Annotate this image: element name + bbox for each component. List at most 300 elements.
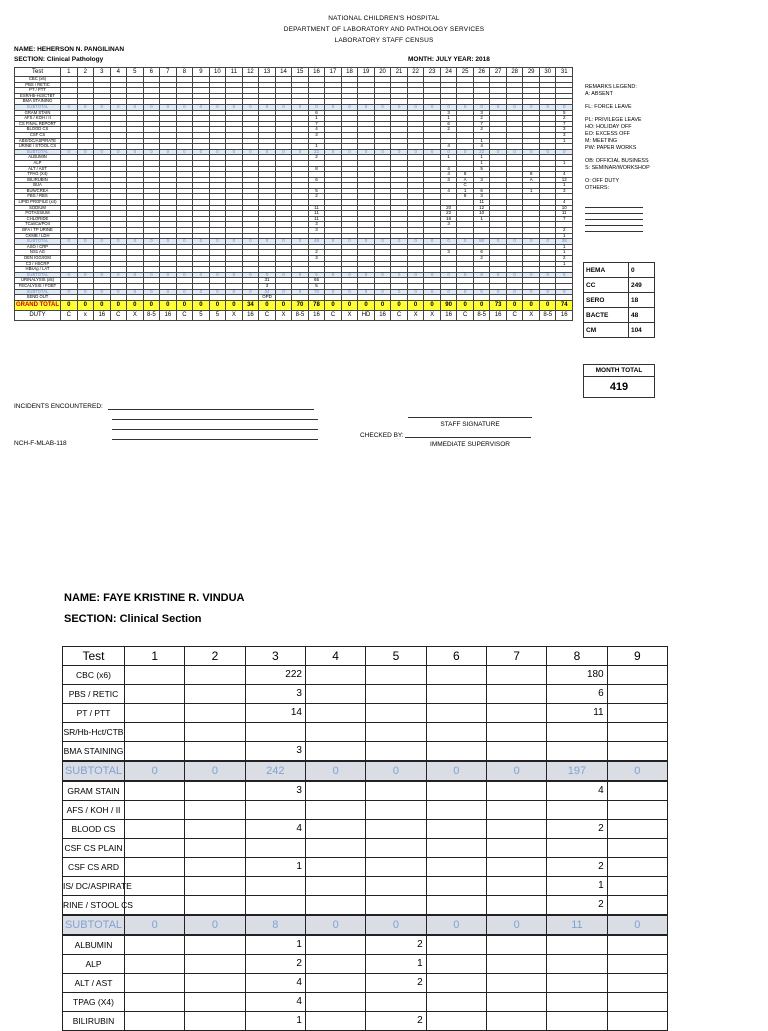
row-label: BUN/CREA [15, 188, 61, 194]
table-cell [305, 993, 365, 1012]
table-cell [185, 935, 245, 955]
table-cell: 0 [209, 149, 226, 155]
table-row [63, 723, 668, 742]
table-cell: 2 [308, 194, 325, 200]
table-cell: 0 [209, 239, 226, 245]
column-header-day: 10 [209, 68, 226, 77]
table-cell: 0 [391, 239, 408, 245]
table-cell: 0 [358, 300, 375, 310]
table-cell [426, 955, 486, 974]
table-cell: 0 [407, 149, 424, 155]
row-label: LIPID PROFILE (x4) [15, 200, 61, 206]
legend-item: FL: FORCE LEAVE [585, 104, 632, 110]
column-header-day: 8 [176, 68, 193, 77]
row-label: ALBUMIN [15, 155, 61, 161]
table-cell: 0 [325, 272, 342, 278]
column-header-day: 19 [358, 68, 375, 77]
column-header-day: 15 [292, 68, 309, 77]
table-cell: 0 [292, 289, 309, 295]
table-cell [547, 955, 607, 974]
table-cell [125, 974, 185, 993]
table-cell: x [77, 310, 94, 320]
table-cell: 3 [440, 110, 457, 116]
table-cell [125, 896, 185, 916]
table-cell [607, 820, 667, 839]
row-label: ALT / AST [63, 974, 125, 993]
table-cell [366, 704, 426, 723]
column-header-day: 6 [143, 68, 160, 77]
column-header-day: 23 [424, 68, 441, 77]
table-cell: 0 [424, 239, 441, 245]
second-staff-section: SECTION: Clinical Section [64, 613, 202, 625]
table-row [63, 820, 668, 839]
table-cell: 242 [245, 761, 305, 781]
table-cell [547, 839, 607, 858]
duty-row [15, 310, 573, 320]
table-cell [426, 1012, 486, 1031]
table-cell [125, 781, 185, 801]
table-cell: 0 [160, 104, 177, 110]
table-cell: 0 [325, 289, 342, 295]
table-cell: 0 [325, 239, 342, 245]
row-label: BUA [15, 183, 61, 189]
table-cell: 0 [325, 104, 342, 110]
table-cell: 1 [556, 183, 573, 189]
table-cell: 70 [308, 289, 325, 295]
table-cell: 0 [160, 289, 177, 295]
table-cell [607, 801, 667, 820]
table-cell: 0 [490, 289, 507, 295]
row-label: CS FINAL REPORT [15, 121, 61, 127]
row-label: BMA STAINING [15, 99, 61, 105]
table-cell: 0 [556, 149, 573, 155]
table-cell [486, 704, 546, 723]
row-label: PBS / RETIC [63, 685, 125, 704]
table-cell: 0 [358, 289, 375, 295]
row-label: SEND OUT [15, 295, 61, 301]
table-cell: 0 [94, 300, 111, 310]
table-cell: 0 [110, 149, 127, 155]
sub-row [63, 761, 668, 781]
table-cell: 0 [94, 289, 111, 295]
table-cell: 0 [490, 104, 507, 110]
table-cell: 3 [308, 132, 325, 138]
column-header-day: 7 [486, 647, 546, 666]
form-code: NCH-F-MLAB-118 [14, 440, 67, 447]
table-cell: 0 [539, 300, 556, 310]
table-cell [125, 1012, 185, 1031]
incidents-label: INCIDENTS ENCOUNTERED: [14, 403, 103, 410]
column-header-day: 29 [523, 68, 540, 77]
table-cell [486, 955, 546, 974]
table-cell [305, 935, 365, 955]
table-cell: 0 [374, 104, 391, 110]
table-cell [426, 723, 486, 742]
row-label: CSF CS ARD [63, 858, 125, 877]
table-cell: 3 [259, 283, 276, 289]
table-cell: X [523, 310, 540, 320]
column-header-day: 21 [391, 68, 408, 77]
table-cell [125, 666, 185, 685]
table-cell: 0 [292, 239, 309, 245]
table-cell: 0 [341, 149, 358, 155]
table-cell [607, 935, 667, 955]
table-cell: 2 [547, 820, 607, 839]
table-cell: X [226, 310, 243, 320]
second-staff-name: NAME: FAYE KRISTINE R. VINDUA [64, 592, 245, 604]
table-cell [305, 801, 365, 820]
table-cell: 8 [523, 172, 540, 178]
table-cell: 0 [193, 104, 210, 110]
table-cell: 16 [374, 310, 391, 320]
table-cell [426, 781, 486, 801]
table-cell: 0 [226, 272, 243, 278]
table-cell: 0 [374, 149, 391, 155]
column-header-test: Test [15, 68, 61, 77]
table-cell: 0 [127, 272, 144, 278]
incidents-line [112, 439, 318, 440]
table-cell: 3 [473, 110, 490, 116]
column-header-day: 9 [607, 647, 667, 666]
staff-signature-label: STAFF SIGNATURE [440, 421, 500, 428]
row-label: GRAND TOTAL [15, 300, 61, 310]
table-cell [426, 877, 486, 896]
table-cell: 4 [308, 127, 325, 133]
table-cell: 0 [523, 239, 540, 245]
row-label: TPAG (X4) [63, 993, 125, 1012]
table-cell: 1 [245, 858, 305, 877]
table-cell: 16 [440, 310, 457, 320]
table-cell: 0 [341, 272, 358, 278]
table-cell: 0 [407, 104, 424, 110]
table-cell: 0 [77, 104, 94, 110]
table-cell: 0 [440, 239, 457, 245]
table-cell [426, 820, 486, 839]
table-cell: A [457, 177, 474, 183]
table-cell: OPD [259, 295, 276, 301]
table-cell: 0 [61, 300, 78, 310]
table-cell: 3 [308, 256, 325, 262]
table-cell: 197 [547, 761, 607, 781]
table-cell: 20 [440, 205, 457, 211]
table-cell: 0 [366, 761, 426, 781]
table-cell: 5 [556, 272, 573, 278]
column-header-day: 20 [374, 68, 391, 77]
table-cell: 0 [457, 239, 474, 245]
table-cell: 5 [308, 283, 325, 289]
column-header-day: 9 [193, 68, 210, 77]
total-value: 249 [628, 278, 654, 293]
table-cell: 0 [259, 104, 276, 110]
legend-item: A: ABSENT [585, 91, 613, 97]
table-cell: 0 [77, 272, 94, 278]
table-cell [125, 820, 185, 839]
row-label: CBC (x6) [63, 666, 125, 685]
column-header-day: 13 [259, 68, 276, 77]
table-cell [305, 742, 365, 762]
table-cell [125, 742, 185, 762]
row-label: SR/Hb-Hct/CTB [63, 723, 125, 742]
table-cell: 6 [547, 685, 607, 704]
row-label: CKMB / LDH [15, 233, 61, 239]
table-cell: 10 [556, 205, 573, 211]
table-cell: 22 [440, 211, 457, 217]
table-row [63, 993, 668, 1012]
table-cell [426, 896, 486, 916]
table-cell: 3 [245, 742, 305, 762]
table-cell: 3 [556, 132, 573, 138]
table-cell [547, 801, 607, 820]
column-header-day: 5 [366, 647, 426, 666]
table-cell: C [506, 310, 523, 320]
table-cell [607, 955, 667, 974]
table-cell: 1 [473, 155, 490, 161]
table-cell: 0 [77, 149, 94, 155]
table-cell: 0 [61, 239, 78, 245]
document-title: LABORATORY STAFF CENSUS [334, 37, 434, 44]
grand-row [15, 300, 573, 310]
table-cell: C [259, 310, 276, 320]
table-cell: 1 [556, 261, 573, 267]
table-cell: 1 [556, 138, 573, 144]
table-cell: 1 [556, 244, 573, 250]
table-cell [185, 742, 245, 762]
incidents-line [112, 419, 318, 420]
table-cell: 0 [457, 272, 474, 278]
table-cell: 16 [556, 310, 573, 320]
column-header-day: 1 [61, 68, 78, 77]
table-cell: 11 [473, 200, 490, 206]
table-row [63, 858, 668, 877]
table-cell: 78 [308, 300, 325, 310]
row-label: SUBTOTAL [63, 761, 125, 781]
staff-name: NAME: HEHERSON N. PANGILINAN [14, 46, 125, 53]
table-cell: C [110, 310, 127, 320]
table-cell: 16 [242, 310, 259, 320]
row-label: URINALYSIS (x5) [15, 278, 61, 284]
legend-title: REMARKS LEGEND: [585, 84, 637, 90]
table-cell [486, 666, 546, 685]
table-cell: 0 [391, 149, 408, 155]
table-cell: 3 [245, 781, 305, 801]
table-cell: 0 [539, 149, 556, 155]
table-cell [426, 742, 486, 762]
table-cell [185, 839, 245, 858]
table-cell: 2 [556, 116, 573, 122]
row-label: ALP [63, 955, 125, 974]
table-cell: 2 [547, 858, 607, 877]
legend-item: S: SEMINAR/WORKSHOP [585, 165, 650, 171]
column-header-day: 2 [185, 647, 245, 666]
legend-item: M: MEETING [585, 138, 618, 144]
table-cell [366, 781, 426, 801]
table-cell: 0 [506, 149, 523, 155]
column-header-day: 30 [539, 68, 556, 77]
row-label: ALBUMIN [63, 935, 125, 955]
table-cell: 2 [440, 127, 457, 133]
table-cell: 8-5 [473, 310, 490, 320]
table-cell: 1 [556, 250, 573, 256]
table-cell: 0 [160, 239, 177, 245]
table-cell [366, 685, 426, 704]
table-cell [185, 974, 245, 993]
table-cell: 22 [308, 149, 325, 155]
table-cell: 6 [473, 250, 490, 256]
column-header-day: 31 [556, 68, 573, 77]
hospital-name: NATIONAL CHILDREN'S HOSPITAL [328, 15, 440, 22]
table-cell: C [61, 310, 78, 320]
column-header-day: 5 [127, 68, 144, 77]
table-cell [426, 974, 486, 993]
row-label: FBS / RBS [15, 194, 61, 200]
table-cell: 0 [275, 289, 292, 295]
column-header-day: 7 [160, 68, 177, 77]
table-cell [245, 801, 305, 820]
table-cell: 1 [473, 160, 490, 166]
table-cell: 0 [506, 300, 523, 310]
table-cell: 0 [176, 104, 193, 110]
column-header-day: 16 [308, 68, 325, 77]
table-cell [486, 974, 546, 993]
row-label: AFS / KOH / II [15, 116, 61, 122]
column-header-day: 6 [426, 647, 486, 666]
table-cell: 0 [358, 239, 375, 245]
table-cell [185, 858, 245, 877]
table-cell [366, 877, 426, 896]
table-cell [426, 858, 486, 877]
table-cell [426, 993, 486, 1012]
table-row [63, 974, 668, 993]
table-cell: C [325, 310, 342, 320]
table-cell: 5 [209, 310, 226, 320]
table-cell: 0 [440, 104, 457, 110]
row-label: HBsAg / LAT [15, 267, 61, 273]
month-total-table [583, 364, 655, 398]
table-cell: 0 [292, 104, 309, 110]
table-cell [305, 1012, 365, 1031]
table-cell [305, 974, 365, 993]
table-cell [607, 704, 667, 723]
table-cell: 0 [539, 289, 556, 295]
table-cell [185, 877, 245, 896]
table-cell: 0 [127, 300, 144, 310]
table-cell [607, 974, 667, 993]
table-cell: 0 [160, 149, 177, 155]
row-label: BILIRUBIN [15, 177, 61, 183]
table-cell [305, 839, 365, 858]
table-cell: 1 [556, 233, 573, 239]
table-cell: 0 [209, 289, 226, 295]
table-cell [366, 801, 426, 820]
table-cell: 90 [440, 300, 457, 310]
column-header-day: 4 [110, 68, 127, 77]
column-header-day: 3 [94, 68, 111, 77]
table-cell: C [457, 183, 474, 189]
total-label: BACTE [584, 308, 629, 323]
table-cell [125, 723, 185, 742]
table-cell: 11 [308, 211, 325, 217]
total-label: HEMA [584, 263, 629, 278]
table-cell: 11 [556, 211, 573, 217]
table-cell: 0 [176, 300, 193, 310]
table-cell: 5 [556, 110, 573, 116]
table-cell: 0 [407, 289, 424, 295]
table-row [63, 685, 668, 704]
table-cell [125, 955, 185, 974]
table-cell: 0 [226, 149, 243, 155]
column-header-day: 18 [341, 68, 358, 77]
table-cell: HD [358, 310, 375, 320]
table-cell: 1 [440, 155, 457, 161]
table-cell: 0 [259, 272, 276, 278]
table-cell [547, 935, 607, 955]
table-cell: 3 [556, 127, 573, 133]
table-cell: 0 [110, 289, 127, 295]
table-cell [305, 858, 365, 877]
table-cell: 22 [473, 149, 490, 155]
table-row [63, 742, 668, 762]
row-label: CSF CS PLAIN [63, 839, 125, 858]
table-cell: 3 [556, 188, 573, 194]
table-cell: 0 [490, 149, 507, 155]
table-cell: 3 [308, 228, 325, 234]
table-cell [607, 723, 667, 742]
table-cell: 2 [556, 256, 573, 262]
table-cell: 0 [358, 149, 375, 155]
table-cell: 8 [457, 172, 474, 178]
table-cell: 0 [193, 149, 210, 155]
row-label: SUBTOTAL [15, 289, 61, 295]
row-label: ASO / CRP [15, 244, 61, 250]
table-cell: 0 [292, 272, 309, 278]
table-cell: 0 [457, 300, 474, 310]
table-cell: 6 [308, 177, 325, 183]
column-header-day: 25 [457, 68, 474, 77]
table-cell: 3 [440, 250, 457, 256]
column-header-day: 27 [490, 68, 507, 77]
row-label: SUBTOTAL [63, 915, 125, 935]
others-line [585, 207, 643, 208]
table-cell: 0 [209, 300, 226, 310]
row-label: GRAM STAIN [15, 110, 61, 116]
table-cell: 5 [473, 166, 490, 172]
table-cell: 0 [125, 915, 185, 935]
table-cell: 6 [440, 121, 457, 127]
table-cell: 0 [523, 300, 540, 310]
row-label: PT / PTT [63, 704, 125, 723]
table-cell: 4 [440, 172, 457, 178]
table-cell: 0 [341, 239, 358, 245]
legend-item: O: OFF DUTY [585, 178, 620, 184]
table-cell: 0 [457, 149, 474, 155]
table-row [63, 896, 668, 916]
table-cell: 65 [308, 278, 325, 284]
table-cell [607, 781, 667, 801]
table-cell: 0 [193, 239, 210, 245]
table-cell: 0 [176, 239, 193, 245]
table-cell: 2 [556, 228, 573, 234]
others-line [585, 213, 643, 214]
table-cell [185, 993, 245, 1012]
table-cell [607, 666, 667, 685]
table-cell [185, 666, 245, 685]
remarks-legend [585, 84, 650, 192]
table-cell: 2 [473, 116, 490, 122]
table-cell [426, 685, 486, 704]
table-cell [486, 781, 546, 801]
row-label: IS/ DC/ASPIRATE [63, 877, 125, 896]
column-header-day: 14 [275, 68, 292, 77]
